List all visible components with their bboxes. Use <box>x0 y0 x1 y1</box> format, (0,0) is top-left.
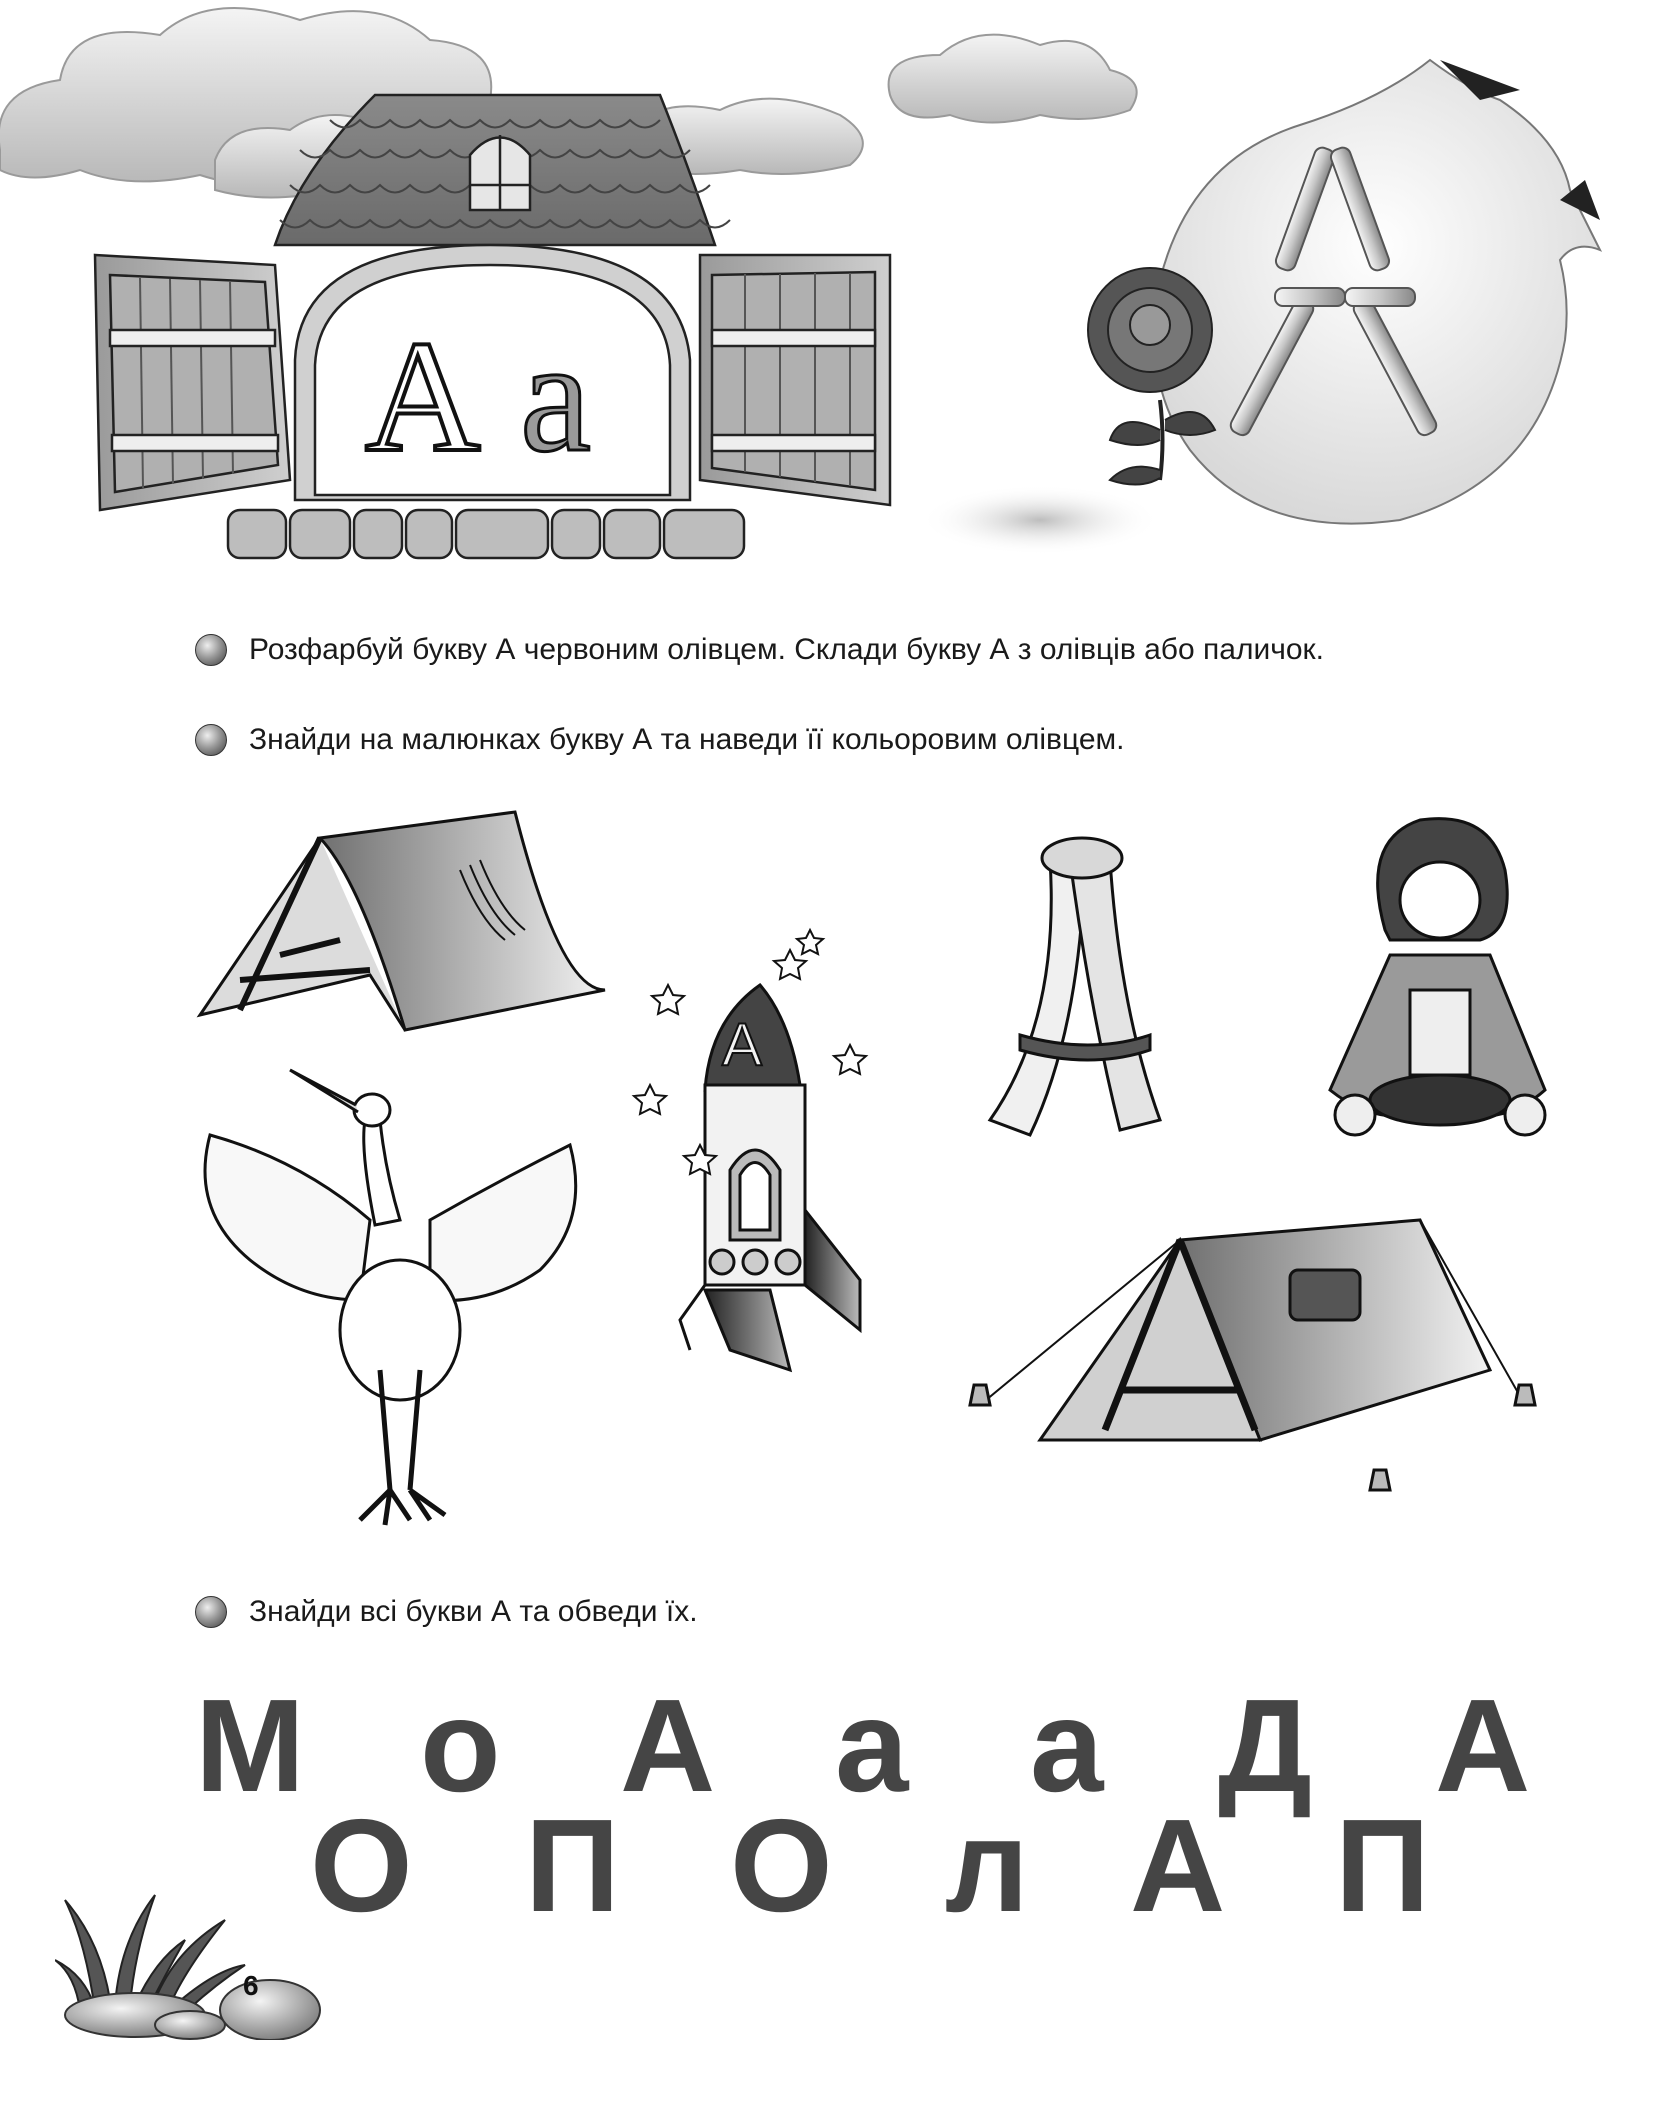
scroll-picture <box>990 838 1160 1135</box>
bullet-icon <box>195 1596 227 1628</box>
book-picture <box>200 812 605 1030</box>
instruction-2-text: Знайди на малюнках букву А та наведи її кольоровим олівцем. <box>249 723 1125 756</box>
letter-cell: а <box>835 1672 909 1819</box>
letter-cell: О <box>730 1792 833 1939</box>
letter-cell: М <box>195 1672 305 1819</box>
window-letter-upper: А <box>365 307 481 485</box>
instruction-2 <box>195 720 1124 760</box>
bullet-icon <box>195 724 227 756</box>
rocket-letter: А <box>722 1011 763 1078</box>
instruction-1-text: Розфарбуй букву А червоним олівцем. Склади букву А з олівців або паличок. <box>249 633 1324 666</box>
letter-cell: П <box>1335 1792 1430 1939</box>
rocket-picture <box>680 985 860 1370</box>
stick-letter-panel <box>920 60 1600 555</box>
doll-picture <box>1330 819 1545 1135</box>
letter-cell: А <box>1435 1672 1531 1819</box>
stick-letter: А <box>0 0 1 1</box>
bullet-icon <box>195 634 227 666</box>
instruction-3 <box>195 1592 698 1632</box>
instruction-1 <box>195 630 1324 670</box>
letter-cell: л <box>945 1792 1029 1939</box>
window-letter-lower: а <box>520 307 592 485</box>
tent-picture <box>970 1220 1535 1490</box>
letter-cell: а <box>1030 1672 1104 1819</box>
pictures-area <box>0 790 1654 1530</box>
header-illustration <box>0 0 1654 580</box>
letter-cell: А <box>1130 1792 1226 1939</box>
letter-cell: О <box>310 1792 413 1939</box>
page-number: 6 <box>243 1970 259 2001</box>
stork-picture <box>205 1070 576 1525</box>
letter-cell: П <box>525 1792 620 1939</box>
instruction-3-text: Знайди всі букви А та обведи їх. <box>249 1595 698 1628</box>
letter-cell: А <box>620 1672 716 1819</box>
grass-stones-decoration <box>55 1880 345 2040</box>
letter-cell: Д <box>1218 1672 1313 1819</box>
letter-cell: о <box>420 1672 501 1819</box>
